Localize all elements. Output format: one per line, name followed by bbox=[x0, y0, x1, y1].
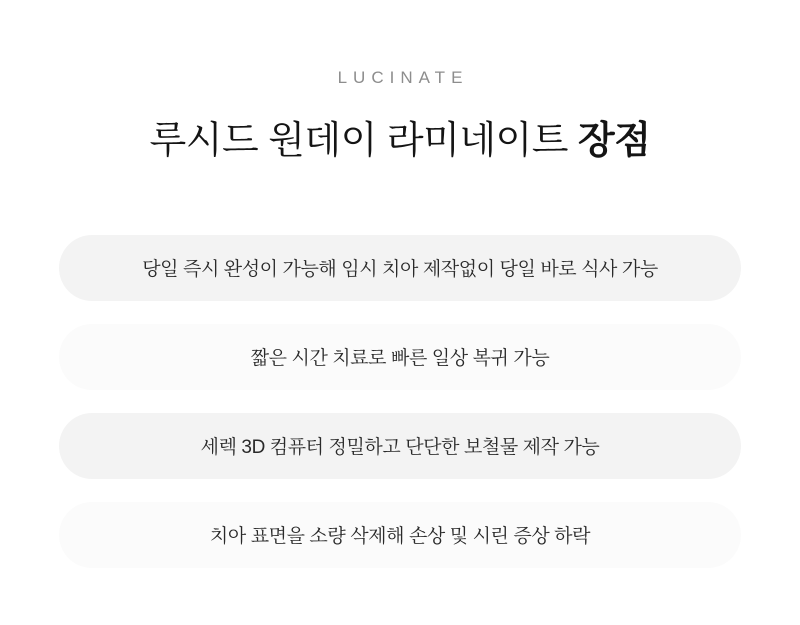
benefit-text: 당일 즉시 완성이 가능해 임시 치아 제작없이 당일 바로 식사 가능 bbox=[142, 259, 658, 281]
list-item bbox=[59, 413, 741, 479]
list-item bbox=[59, 502, 741, 568]
page-title bbox=[150, 118, 651, 166]
benefit-text: 세렉 3D 컴퓨터 정밀하고 단단한 보철물 제작 가능 bbox=[200, 437, 600, 459]
list-item bbox=[59, 235, 741, 301]
benefit-list bbox=[0, 235, 800, 568]
list-item bbox=[59, 324, 741, 390]
page-title-accent: 장점 bbox=[578, 120, 651, 162]
benefit-text: 치아 표면을 소량 삭제해 손상 및 시린 증상 하락 bbox=[209, 526, 591, 548]
page-title-prefix: 루시드 원데이 라미네이트 bbox=[149, 120, 579, 162]
benefit-text: 짧은 시간 치료로 빠른 일상 복귀 가능 bbox=[250, 348, 550, 370]
brand-wordmark: LUCINATE bbox=[337, 68, 469, 87]
